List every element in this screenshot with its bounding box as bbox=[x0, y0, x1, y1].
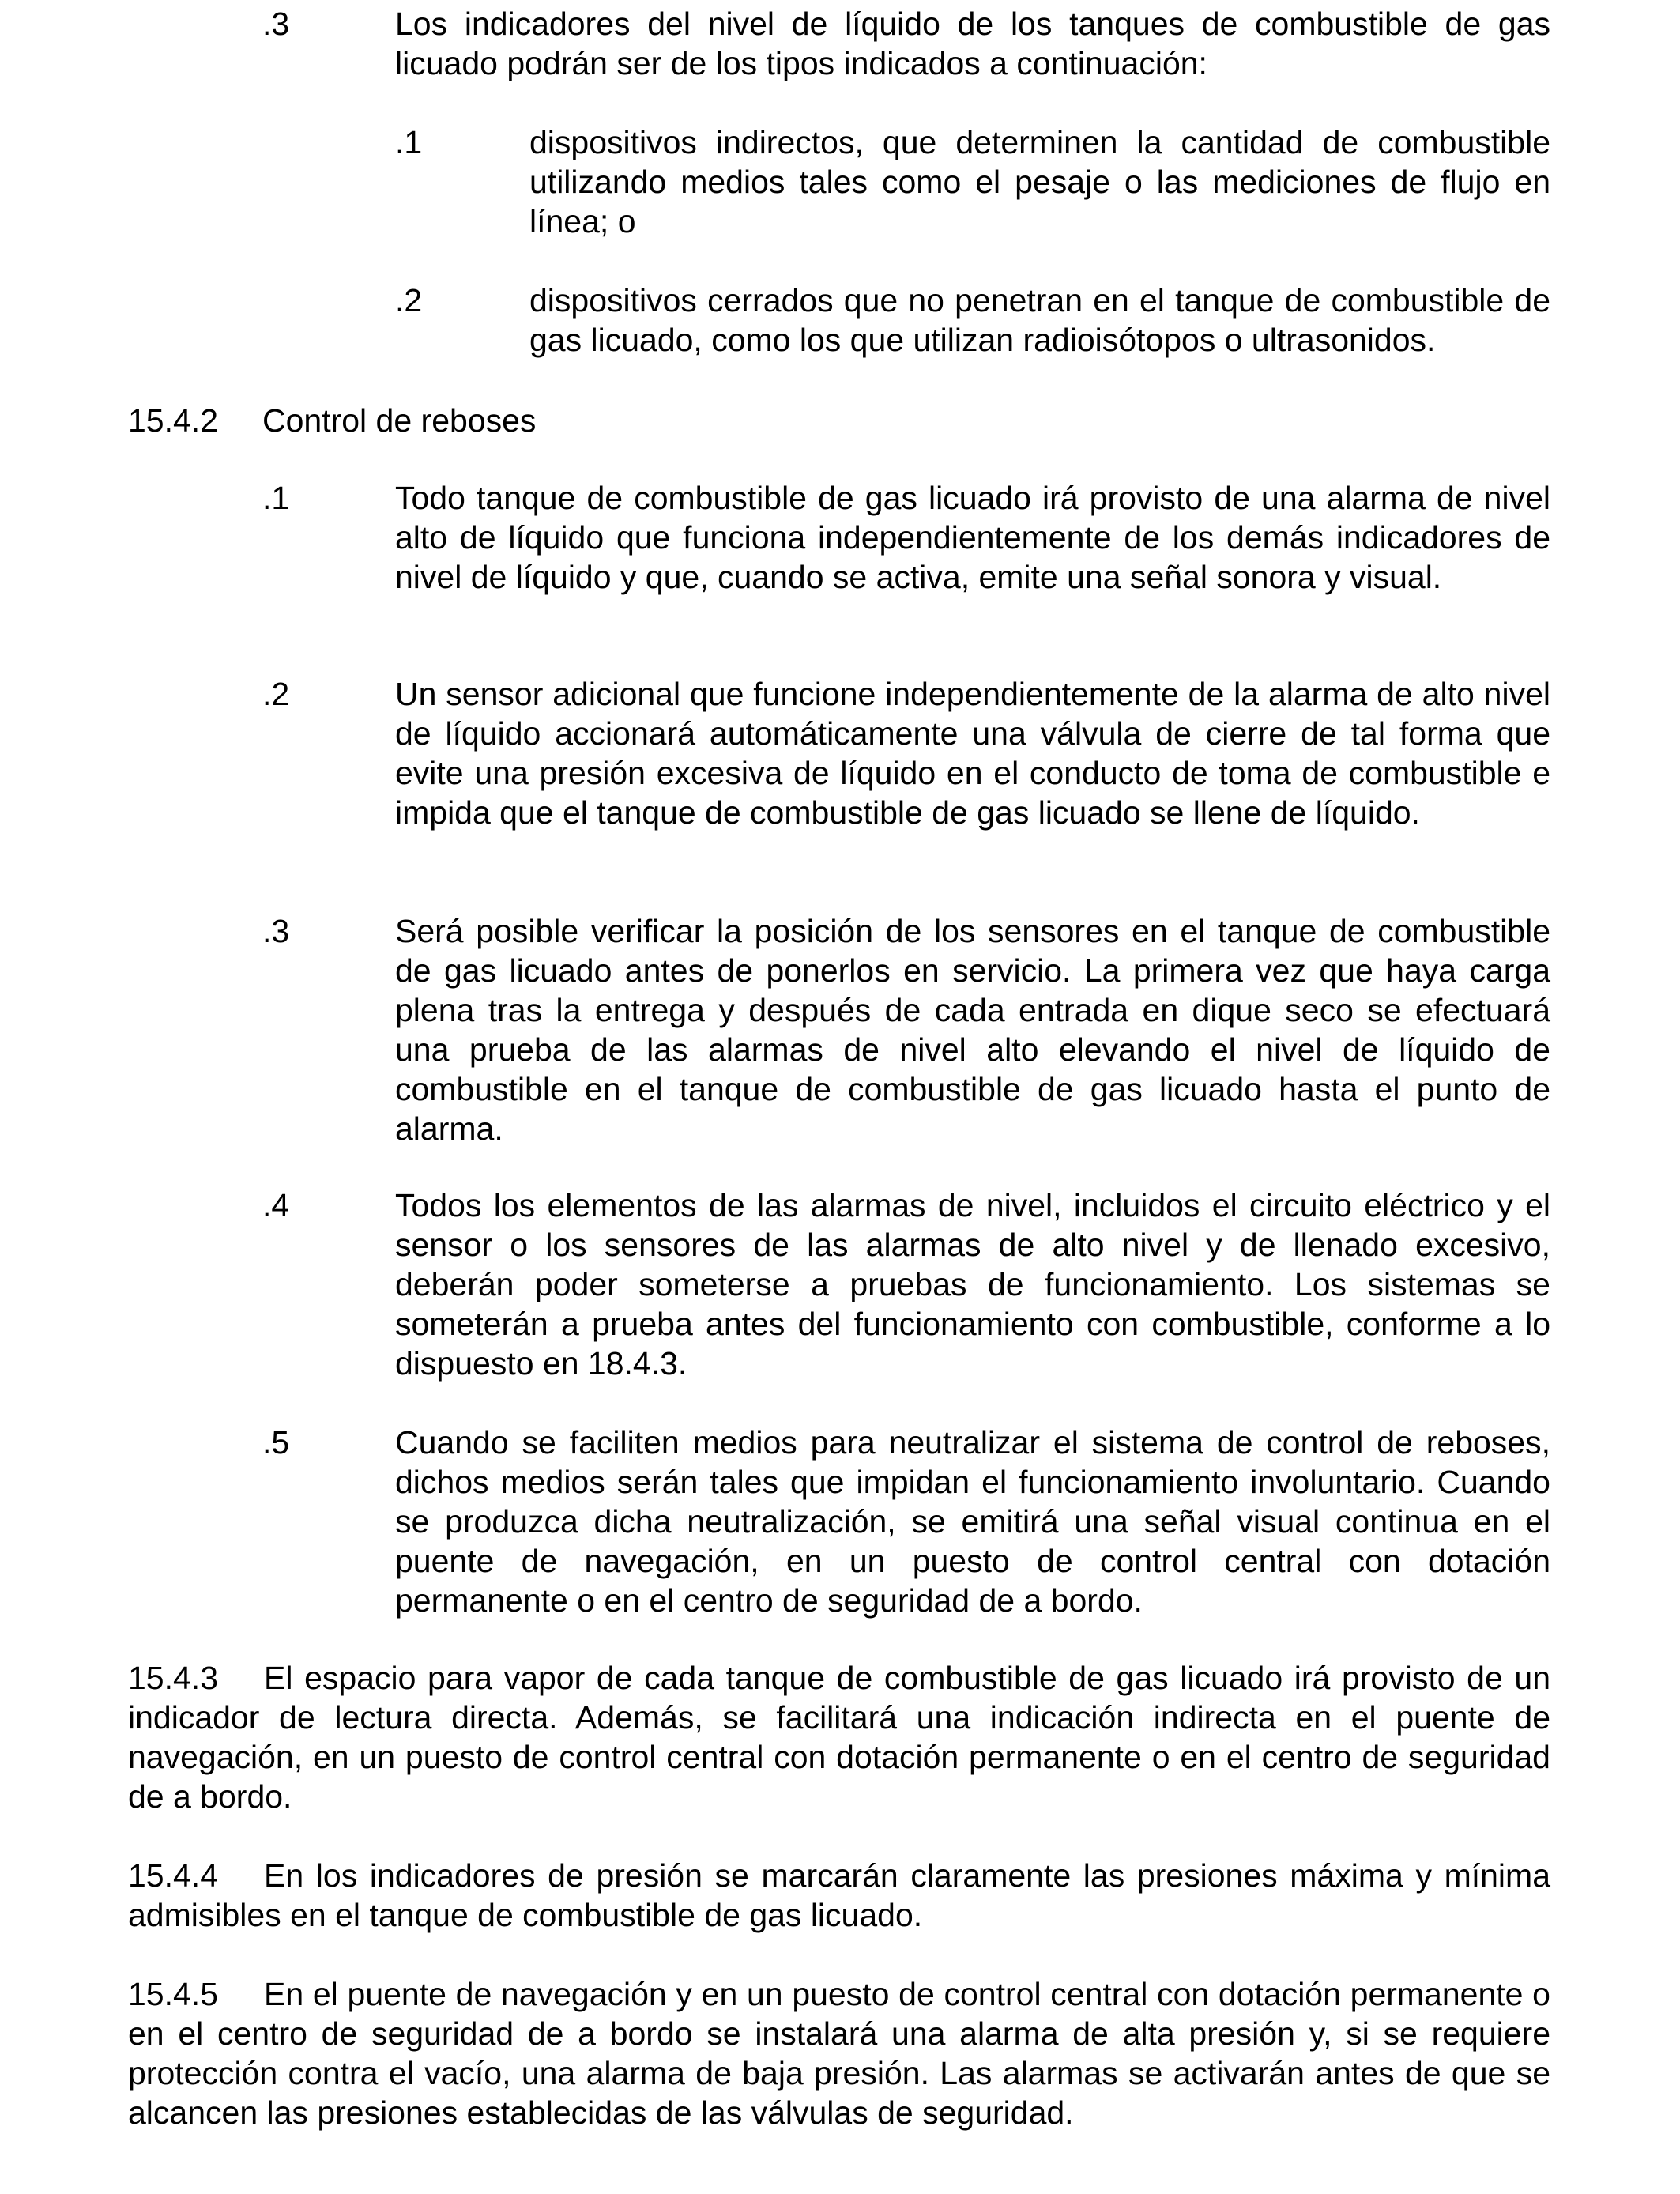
paragraph-15-4-5 bbox=[128, 1974, 1550, 2132]
subitem-text: dispositivos cerrados que no penetran en el tanque de combustible de gas licuado, como los que utilizan radioisótopos o ultrasonidos. bbox=[529, 282, 1550, 358]
section-title: Control de reboses bbox=[262, 402, 537, 439]
item-text: Los indicadores del nivel de líquido de los tanques de combustible de gas licuado podrán ser de los tipos indicados a continuación: bbox=[395, 6, 1550, 81]
list-item-text: Un sensor adicional que funcione independientemente de la alarma de alto nivel de líquido accionará automáticamente una válvula de cierre de tal forma que evite una presión excesiva de líquido en el conducto de toma de combustible e impida que el tanque de combustible de gas licuado se llene de líquido. bbox=[395, 676, 1550, 831]
paragraph-number: 15.4.3 bbox=[128, 1660, 218, 1696]
paragraph-15-4-4 bbox=[128, 1856, 1550, 1935]
subitem-number: .2 bbox=[395, 282, 423, 319]
paragraph-text: El espacio para vapor de cada tanque de combustible de gas licuado irá provisto de un indicador de lectura directa. Además, se facilitará una indicación indirecta en el puente de navegación, en un puesto de control central con dotación permanente o en el centro de seguridad de a bordo. bbox=[128, 1660, 1550, 1815]
list-item-text: Cuando se faciliten medios para neutralizar el sistema de control de reboses, dichos medios serán tales que impidan el funcionamiento involuntario. Cuando se produzca dicha neutralización, se emitirá una señal visual continua en el puente de navegación, en un puesto de control central con dotación permanente o en el centro de seguridad de a bordo. bbox=[395, 1424, 1550, 1619]
subitem-number: .1 bbox=[395, 124, 423, 160]
paragraph-number: 15.4.5 bbox=[128, 1976, 218, 2012]
list-item-text: Todos los elementos de las alarmas de nivel, incluidos el circuito eléctrico y el sensor o los sensores de las alarmas de alto nivel y de llenado excesivo, deberán poder someterse a pruebas de funcionamiento. Los sistemas se someterán a prueba antes del funcionamiento con combustible, conforme a lo dispuesto en 18.4.3. bbox=[395, 1187, 1550, 1382]
section-number: 15.4.2 bbox=[128, 402, 218, 439]
list-item-number: .5 bbox=[262, 1424, 290, 1461]
list-item-number: .2 bbox=[262, 676, 290, 712]
paragraph-number: 15.4.4 bbox=[128, 1857, 218, 1894]
list-item-number: .3 bbox=[262, 913, 290, 949]
list-item-number: .1 bbox=[262, 480, 290, 516]
paragraph-15-4-3 bbox=[128, 1658, 1550, 1816]
list-item-number: .4 bbox=[262, 1187, 290, 1223]
list-item-text: Será posible verificar la posición de los sensores en el tanque de combustible de gas licuado antes de ponerlos en servicio. La primera vez que haya carga plena tras la entrega y después de cada entrada en dique seco se efectuará una prueba de las alarmas de nivel alto elevando el nivel de líquido de combustible en el tanque de combustible de gas licuado hasta el punto de alarma. bbox=[395, 913, 1550, 1147]
paragraph-text: En el puente de navegación y en un puesto de control central con dotación permanente o en el centro de seguridad de a bordo se instalará una alarma de alta presión y, si se requiere protección contra el vacío, una alarma de baja presión. Las alarmas se activarán antes de que se alcancen las presiones establecidas de las válvulas de seguridad. bbox=[128, 1976, 1550, 2131]
list-item-text: Todo tanque de combustible de gas licuado irá provisto de una alarma de nivel alto de líquido que funciona independientemente de los demás indicadores de nivel de líquido y que, cuando se activa, emite una señal sonora y visual. bbox=[395, 480, 1550, 595]
paragraph-text: En los indicadores de presión se marcarán claramente las presiones máxima y mínima admisibles en el tanque de combustible de gas licuado. bbox=[128, 1857, 1550, 1933]
item-number: .3 bbox=[262, 6, 290, 42]
subitem-text: dispositivos indirectos, que determinen la cantidad de combustible utilizando medios tales como el pesaje o las mediciones de flujo en línea; o bbox=[529, 124, 1550, 239]
